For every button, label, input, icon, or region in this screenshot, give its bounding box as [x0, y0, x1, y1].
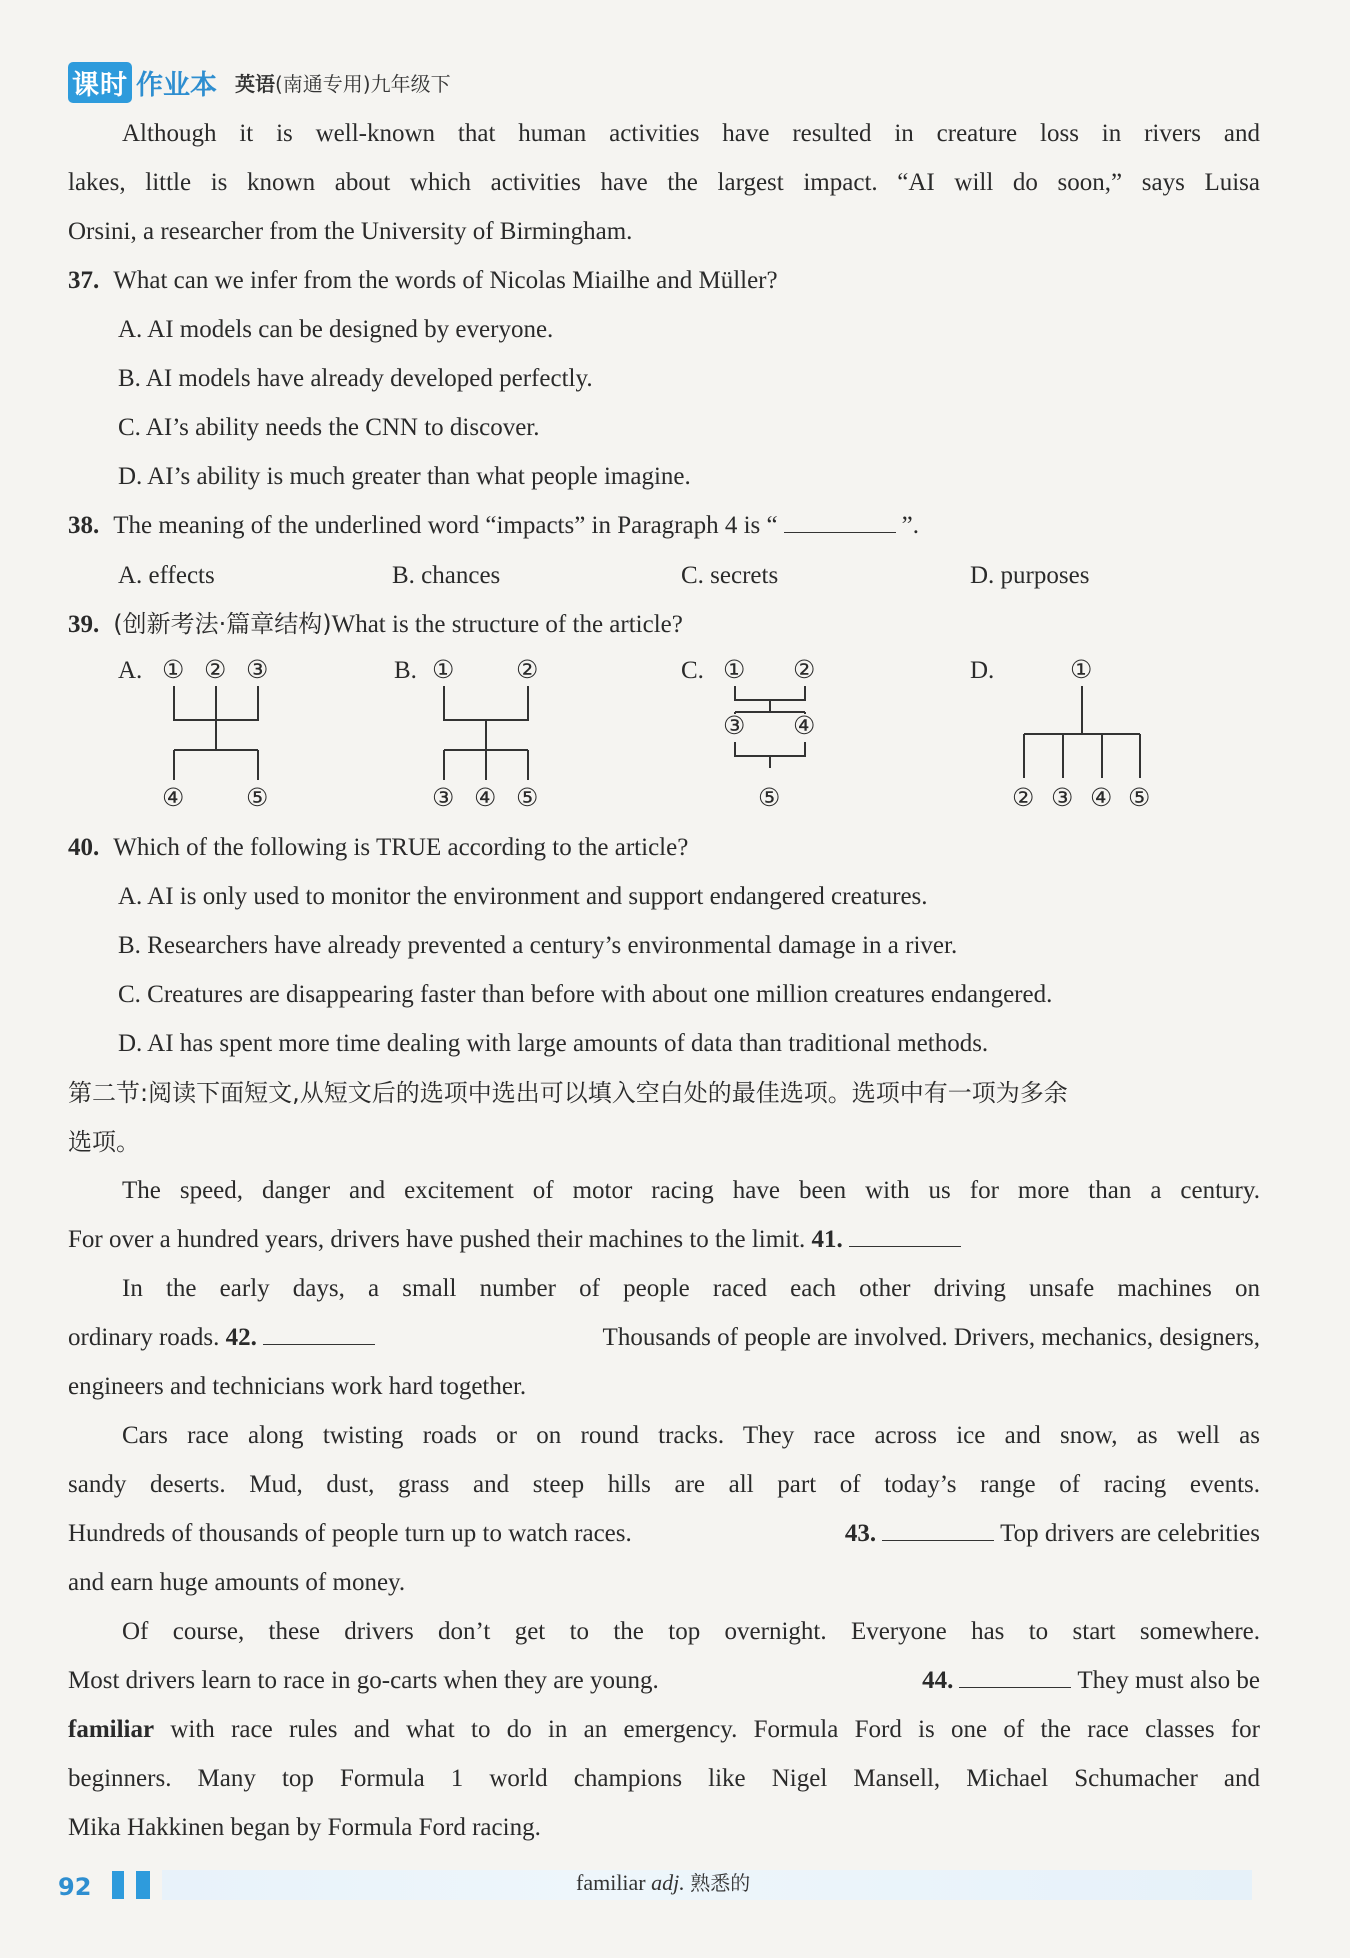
blank-number: 44.: [922, 1667, 954, 1694]
question-39: [68, 609, 683, 640]
logo-box-text: 课时: [68, 62, 132, 103]
blank-number: 41.: [811, 1226, 843, 1253]
option-37-a[interactable]: A. AI models can be designed by everyone.: [118, 316, 554, 343]
node-2: ②: [793, 657, 816, 684]
passage-line: [68, 1519, 1260, 1549]
node-1: ①: [1070, 657, 1093, 684]
answer-blank-43[interactable]: [882, 1519, 994, 1541]
option-38-a[interactable]: A. effects: [118, 562, 215, 589]
question-stem-end: ”.: [901, 512, 919, 539]
passage-line: and earn huge amounts of money.: [68, 1569, 406, 1596]
note-meaning: 熟悉的: [690, 1871, 751, 1895]
passage-line: beginners. Many top Formula 1 world champions like Nigel Mansell, Michael Schumacher and: [68, 1765, 1260, 1792]
passage-text: Most drivers learn to race in go-carts when they are young.: [68, 1667, 659, 1694]
passage-line: [68, 1666, 1260, 1696]
page-header: [68, 62, 451, 102]
passage-line: Of course, these drivers don’t get to the top overnight. Everyone has to start somewhere.: [122, 1618, 1260, 1645]
node-3: ③: [246, 657, 269, 684]
structure-option-a[interactable]: [118, 656, 298, 816]
question-stem: What is the structure of the article?: [331, 611, 683, 638]
option-38-d[interactable]: D. purposes: [970, 562, 1090, 589]
node-5: ⑤: [246, 785, 269, 812]
passage-text: Thousands of people are involved. Drivers, mechanics, designers,: [602, 1324, 1260, 1351]
passage-line: In the early days, a small number of people raced each other driving unsafe machines on: [122, 1275, 1260, 1302]
node-1: ①: [432, 657, 455, 684]
passage-line: [68, 1225, 967, 1255]
node-5: ⑤: [758, 785, 781, 812]
answer-blank-44[interactable]: [959, 1666, 1071, 1688]
note-pos: adj.: [651, 1870, 685, 1895]
question-tag: (创新考法·篇章结构): [113, 610, 332, 638]
edition-label: (南通专用)九年级下: [275, 71, 451, 96]
question-number: 38.: [68, 512, 100, 539]
option-37-b[interactable]: B. AI models have already developed perfectly.: [118, 365, 593, 392]
node-4: ④: [793, 713, 816, 740]
question-number: 40.: [68, 834, 100, 861]
option-letter: C.: [681, 657, 704, 684]
option-40-b[interactable]: B. Researchers have already prevented a century’s environmental damage in a river.: [118, 932, 958, 959]
note-word: familiar: [576, 1870, 646, 1895]
passage-text: [68, 1323, 381, 1353]
question-40: [68, 833, 688, 863]
passage-line: The speed, danger and excitement of motor racing have been with us for more than a century.: [122, 1177, 1260, 1204]
option-letter: B.: [394, 657, 417, 684]
option-37-c[interactable]: C. AI’s ability needs the CNN to discover.: [118, 414, 540, 441]
passage-text: For over a hundred years, drivers have pushed their machines to the limit.: [68, 1226, 806, 1253]
option-38-c[interactable]: C. secrets: [681, 562, 779, 589]
node-3: ③: [1051, 785, 1074, 812]
node-3: ③: [432, 785, 455, 812]
node-4: ④: [162, 785, 185, 812]
passage-line: Although it is well-known that human activities have resulted in creature loss in rivers and: [122, 120, 1260, 147]
structure-option-c[interactable]: [681, 656, 861, 816]
option-letter: A.: [118, 657, 143, 684]
option-40-a[interactable]: A. AI is only used to monitor the environment and support endangered creatures.: [118, 883, 928, 910]
footnote: [576, 1868, 750, 1898]
answer-blank-42[interactable]: [263, 1323, 375, 1345]
answer-blank[interactable]: [784, 511, 896, 533]
node-2: ②: [516, 657, 539, 684]
book-logo: [68, 62, 217, 103]
section-instruction: 选项。: [68, 1128, 140, 1156]
passage-line: Cars race along twisting roads or on round tracks. They race across ice and snow, as well as: [122, 1422, 1260, 1449]
question-37: [68, 266, 778, 296]
node-4: ④: [1090, 785, 1113, 812]
passage-line: Mika Hakkinen began by Formula Ford racing.: [68, 1814, 541, 1841]
node-3: ③: [723, 713, 746, 740]
passage-text: They must also be: [1077, 1667, 1260, 1694]
logo-text: 作业本: [136, 69, 217, 101]
passage-text: Hundreds of thousands of people turn up to watch races.: [68, 1520, 632, 1547]
node-2: ②: [204, 657, 227, 684]
vocab-word: familiar: [68, 1716, 155, 1743]
passage-line: [68, 1715, 1260, 1745]
question-stem: Which of the following is TRUE according to the article?: [113, 834, 689, 861]
node-2: ②: [1012, 785, 1035, 812]
passage-line: sandy deserts. Mud, dust, grass and steep hills are all part of today’s range of racing events.: [68, 1471, 1260, 1498]
option-38-b[interactable]: B. chances: [392, 562, 501, 589]
question-number: 39.: [68, 611, 100, 638]
footer-accent-bar: [136, 1871, 150, 1899]
passage-line: Orsini, a researcher from the University of Birmingham.: [68, 218, 633, 245]
option-letter: D.: [970, 657, 995, 684]
question-stem: What can we infer from the words of Nicolas Miailhe and Müller?: [113, 267, 778, 294]
node-4: ④: [474, 785, 497, 812]
node-5: ⑤: [516, 785, 539, 812]
passage-text: with race rules and what to do in an emergency. Formula Ford is one of the race classes for: [154, 1716, 1260, 1743]
question-number: 37.: [68, 267, 100, 294]
page-number: 92: [58, 1873, 92, 1901]
passage-text: [845, 1519, 1260, 1549]
node-1: ①: [723, 657, 746, 684]
footer-accent-bar: [112, 1871, 124, 1899]
structure-option-b[interactable]: [394, 656, 574, 816]
blank-number: 42.: [225, 1324, 257, 1351]
option-40-c[interactable]: C. Creatures are disappearing faster than before with about one million creatures endangered.: [118, 981, 1053, 1008]
option-37-d[interactable]: D. AI’s ability is much greater than what people imagine.: [118, 463, 691, 490]
node-5: ⑤: [1128, 785, 1151, 812]
passage-text: ordinary roads.: [68, 1324, 220, 1351]
passage-line: [68, 1323, 1260, 1353]
option-40-d[interactable]: D. AI has spent more time dealing with large amounts of data than traditional methods.: [118, 1030, 989, 1057]
question-stem: The meaning of the underlined word “impacts” in Paragraph 4 is “: [113, 512, 778, 539]
passage-text: [922, 1666, 1260, 1696]
blank-number: 43.: [844, 1520, 877, 1547]
tree-lines: [118, 656, 298, 816]
subject-label: 英语: [235, 71, 275, 96]
question-38: [68, 511, 919, 541]
section-instruction: 第二节:阅读下面短文,从短文后的选项中选出可以填入空白处的最佳选项。选项中有一项为多余: [68, 1079, 1068, 1107]
structure-option-d[interactable]: [970, 656, 1170, 816]
passage-text: Top drivers are celebrities: [1000, 1520, 1260, 1547]
answer-blank-41[interactable]: [849, 1225, 961, 1247]
book-subtitle: [235, 68, 451, 97]
node-1: ①: [162, 657, 185, 684]
passage-line: engineers and technicians work hard together.: [68, 1373, 527, 1400]
passage-line: lakes, little is known about which activities have the largest impact. “AI will do soon,” says Luisa: [68, 169, 1260, 196]
